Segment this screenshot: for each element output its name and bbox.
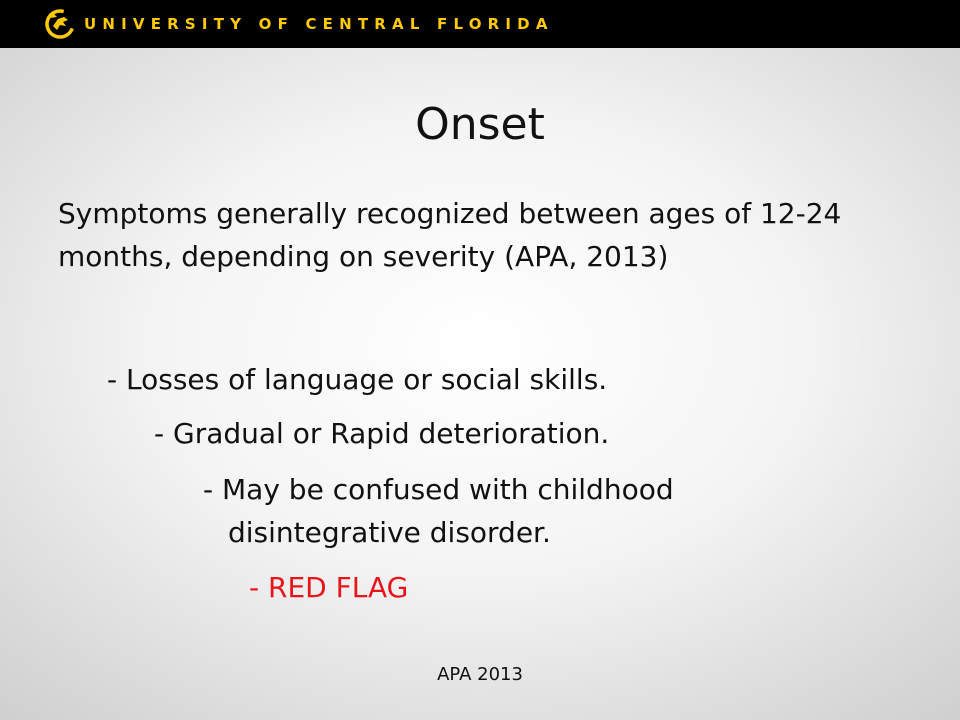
bullet-confusion-line-2: disintegrative disorder.: [228, 516, 551, 549]
pegasus-logo-icon: [44, 8, 76, 40]
intro-line-2: months, depending on severity (APA, 2013): [58, 240, 669, 273]
header-bar: [0, 0, 960, 48]
bullet-confusion-line-1: - May be confused with childhood: [203, 473, 674, 506]
bullet-deterioration: - Gradual or Rapid deterioration.: [154, 417, 610, 450]
bullet-language-loss: - Losses of language or social skills.: [107, 363, 608, 396]
intro-text: [58, 192, 841, 278]
intro-line-1: Symptoms generally recognized between ages of 12-24: [58, 197, 842, 230]
university-name: UNIVERSITY OF CENTRAL FLORIDA: [84, 15, 554, 33]
slide-title: Onset: [415, 99, 545, 150]
bullet-red-flag: - RED FLAG: [249, 571, 409, 604]
footer-citation: APA 2013: [437, 664, 523, 685]
